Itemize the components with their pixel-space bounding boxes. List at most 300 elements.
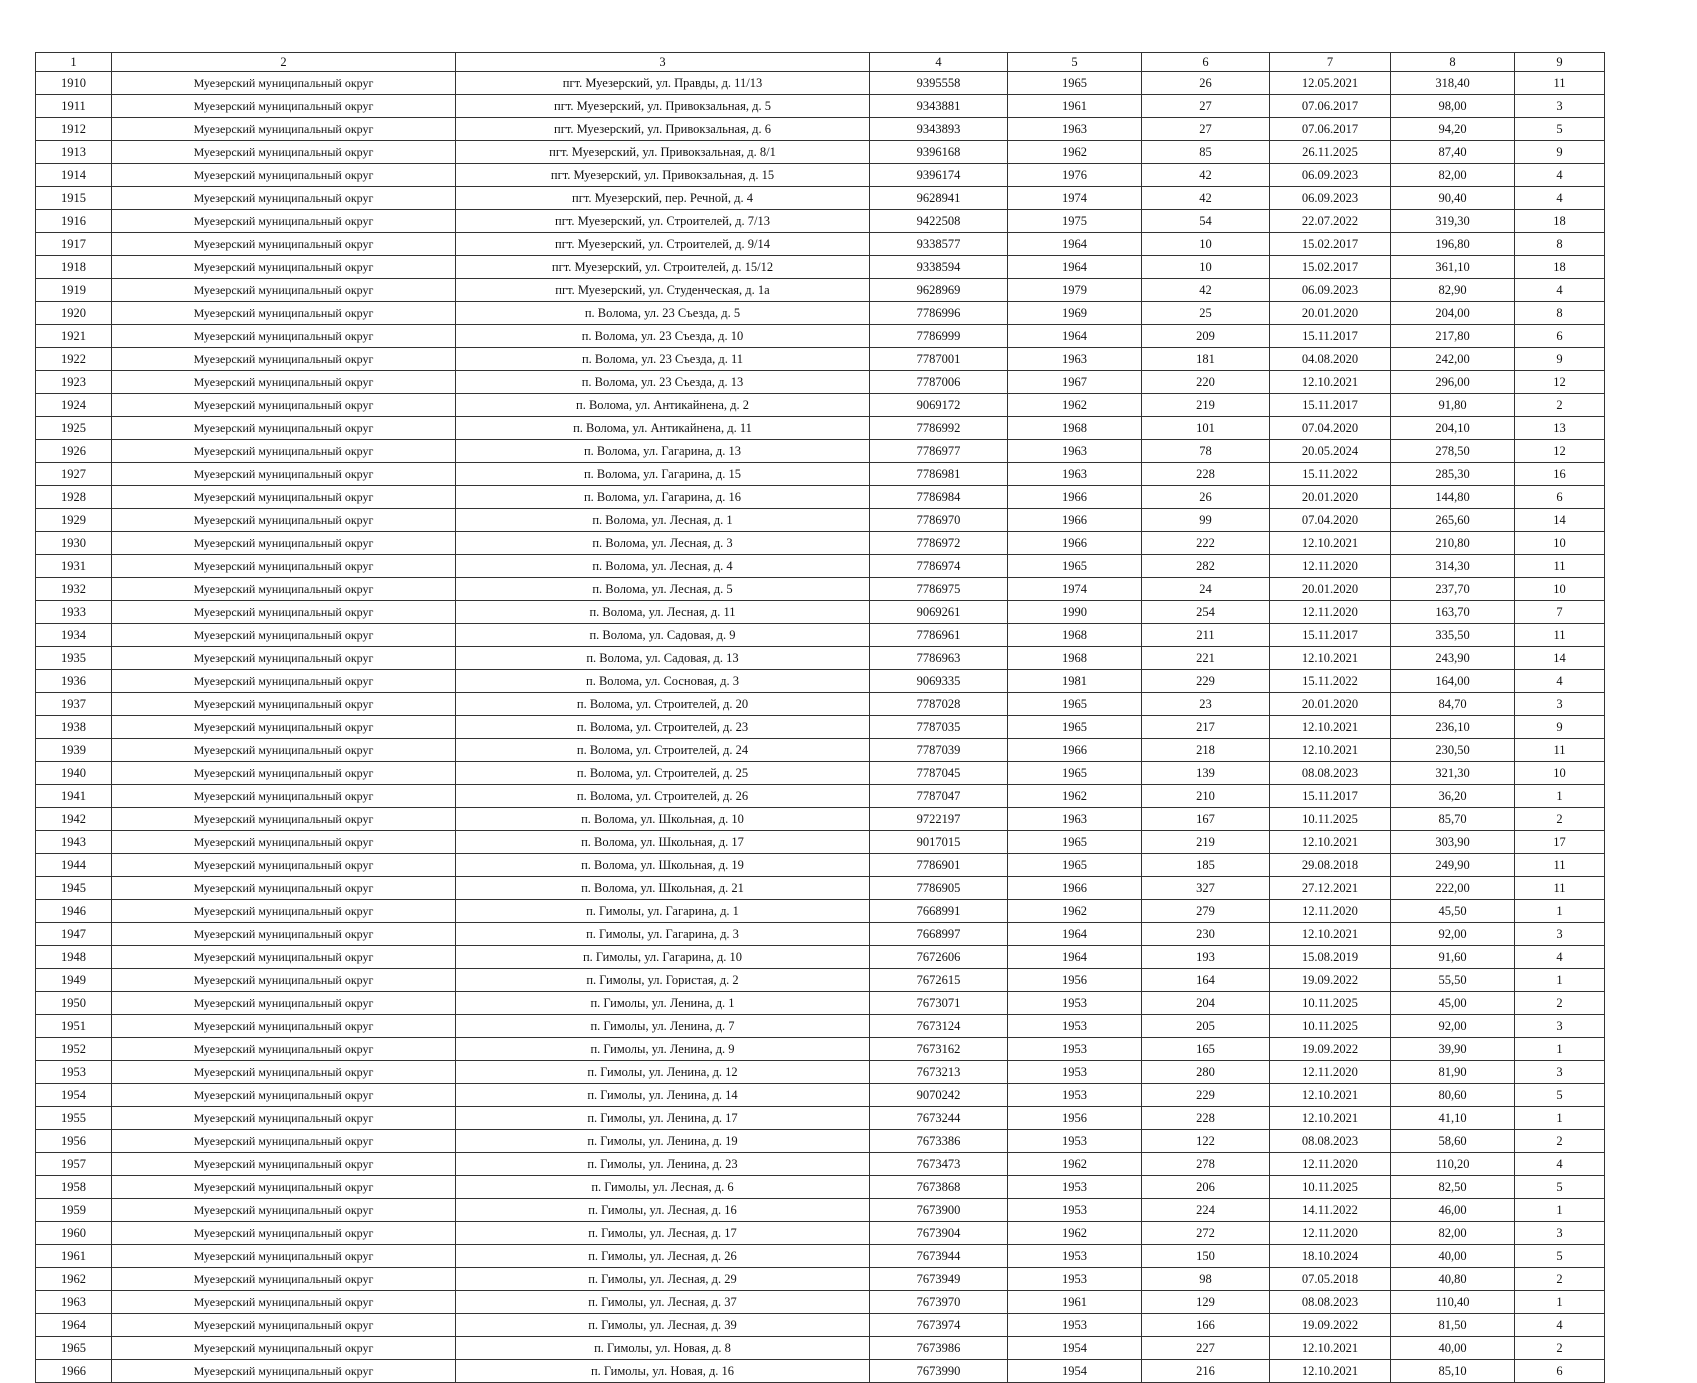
column-header: 3 bbox=[456, 53, 870, 72]
table-row bbox=[36, 279, 1605, 302]
code-cell: 7673904 bbox=[870, 1222, 1008, 1245]
code-cell: 7786974 bbox=[870, 555, 1008, 578]
table-row bbox=[36, 1222, 1605, 1245]
year-cell: 1953 bbox=[1008, 1268, 1142, 1291]
date-cell: 12.11.2020 bbox=[1270, 601, 1391, 624]
date-cell: 12.11.2020 bbox=[1270, 1153, 1391, 1176]
year-cell: 1965 bbox=[1008, 555, 1142, 578]
area-cell: 91,60 bbox=[1391, 946, 1515, 969]
table-row bbox=[36, 210, 1605, 233]
count-cell: 167 bbox=[1142, 808, 1270, 831]
district-cell: Муезерский муниципальный округ bbox=[112, 1153, 456, 1176]
year-cell: 1953 bbox=[1008, 1245, 1142, 1268]
district-cell: Муезерский муниципальный округ bbox=[112, 555, 456, 578]
table-row bbox=[36, 1360, 1605, 1383]
code-cell: 9722197 bbox=[870, 808, 1008, 831]
code-cell: 7786977 bbox=[870, 440, 1008, 463]
row-number-cell: 1941 bbox=[36, 785, 112, 808]
count-cell: 279 bbox=[1142, 900, 1270, 923]
district-cell: Муезерский муниципальный округ bbox=[112, 118, 456, 141]
area-cell: 91,80 bbox=[1391, 394, 1515, 417]
code-cell: 7786963 bbox=[870, 647, 1008, 670]
count-cell: 181 bbox=[1142, 348, 1270, 371]
code-cell: 7786996 bbox=[870, 302, 1008, 325]
address-cell: п. Волома, ул. Строителей, д. 20 bbox=[456, 693, 870, 716]
column-header: 6 bbox=[1142, 53, 1270, 72]
date-cell: 12.10.2021 bbox=[1270, 1360, 1391, 1383]
code-cell: 7673244 bbox=[870, 1107, 1008, 1130]
row-number-cell: 1946 bbox=[36, 900, 112, 923]
district-cell: Муезерский муниципальный округ bbox=[112, 394, 456, 417]
housing-table bbox=[35, 52, 1605, 1383]
units-cell: 2 bbox=[1515, 394, 1605, 417]
units-cell: 2 bbox=[1515, 1268, 1605, 1291]
area-cell: 361,10 bbox=[1391, 256, 1515, 279]
row-number-cell: 1952 bbox=[36, 1038, 112, 1061]
code-cell: 7673124 bbox=[870, 1015, 1008, 1038]
table-body bbox=[36, 72, 1605, 1383]
district-cell: Муезерский муниципальный округ bbox=[112, 739, 456, 762]
row-number-cell: 1922 bbox=[36, 348, 112, 371]
area-cell: 98,00 bbox=[1391, 95, 1515, 118]
district-cell: Муезерский муниципальный округ bbox=[112, 1291, 456, 1314]
count-cell: 166 bbox=[1142, 1314, 1270, 1337]
date-cell: 10.11.2025 bbox=[1270, 1015, 1391, 1038]
units-cell: 4 bbox=[1515, 1153, 1605, 1176]
units-cell: 17 bbox=[1515, 831, 1605, 854]
date-cell: 12.10.2021 bbox=[1270, 739, 1391, 762]
table-row bbox=[36, 969, 1605, 992]
date-cell: 15.11.2017 bbox=[1270, 785, 1391, 808]
code-cell: 7787006 bbox=[870, 371, 1008, 394]
count-cell: 164 bbox=[1142, 969, 1270, 992]
count-cell: 272 bbox=[1142, 1222, 1270, 1245]
row-number-cell: 1912 bbox=[36, 118, 112, 141]
area-cell: 243,90 bbox=[1391, 647, 1515, 670]
area-cell: 36,20 bbox=[1391, 785, 1515, 808]
address-cell: п. Гимолы, ул. Новая, д. 8 bbox=[456, 1337, 870, 1360]
area-cell: 303,90 bbox=[1391, 831, 1515, 854]
district-cell: Муезерский муниципальный округ bbox=[112, 141, 456, 164]
date-cell: 20.01.2020 bbox=[1270, 578, 1391, 601]
count-cell: 165 bbox=[1142, 1038, 1270, 1061]
year-cell: 1953 bbox=[1008, 1061, 1142, 1084]
row-number-cell: 1957 bbox=[36, 1153, 112, 1176]
count-cell: 85 bbox=[1142, 141, 1270, 164]
code-cell: 7786901 bbox=[870, 854, 1008, 877]
count-cell: 24 bbox=[1142, 578, 1270, 601]
date-cell: 07.04.2020 bbox=[1270, 417, 1391, 440]
year-cell: 1965 bbox=[1008, 716, 1142, 739]
address-cell: пгт. Муезерский, ул. Правды, д. 11/13 bbox=[456, 72, 870, 95]
count-cell: 224 bbox=[1142, 1199, 1270, 1222]
units-cell: 1 bbox=[1515, 1291, 1605, 1314]
table-row bbox=[36, 716, 1605, 739]
code-cell: 9069261 bbox=[870, 601, 1008, 624]
address-cell: п. Волома, ул. Лесная, д. 11 bbox=[456, 601, 870, 624]
address-cell: п. Гимолы, ул. Лесная, д. 17 bbox=[456, 1222, 870, 1245]
units-cell: 4 bbox=[1515, 946, 1605, 969]
district-cell: Муезерский муниципальный округ bbox=[112, 578, 456, 601]
address-cell: п. Волома, ул. Строителей, д. 26 bbox=[456, 785, 870, 808]
count-cell: 101 bbox=[1142, 417, 1270, 440]
code-cell: 9017015 bbox=[870, 831, 1008, 854]
table-row bbox=[36, 256, 1605, 279]
count-cell: 218 bbox=[1142, 739, 1270, 762]
address-cell: п. Волома, ул. Лесная, д. 5 bbox=[456, 578, 870, 601]
row-number-cell: 1942 bbox=[36, 808, 112, 831]
date-cell: 12.11.2020 bbox=[1270, 1061, 1391, 1084]
year-cell: 1964 bbox=[1008, 923, 1142, 946]
area-cell: 84,70 bbox=[1391, 693, 1515, 716]
table-row bbox=[36, 509, 1605, 532]
code-cell: 9422508 bbox=[870, 210, 1008, 233]
row-number-cell: 1938 bbox=[36, 716, 112, 739]
row-number-cell: 1925 bbox=[36, 417, 112, 440]
code-cell: 7668997 bbox=[870, 923, 1008, 946]
date-cell: 07.06.2017 bbox=[1270, 118, 1391, 141]
year-cell: 1953 bbox=[1008, 992, 1142, 1015]
units-cell: 5 bbox=[1515, 1245, 1605, 1268]
district-cell: Муезерский муниципальный округ bbox=[112, 1061, 456, 1084]
year-cell: 1953 bbox=[1008, 1199, 1142, 1222]
table-row bbox=[36, 1084, 1605, 1107]
district-cell: Муезерский муниципальный округ bbox=[112, 1176, 456, 1199]
row-number-cell: 1951 bbox=[36, 1015, 112, 1038]
year-cell: 1964 bbox=[1008, 256, 1142, 279]
address-cell: пгт. Муезерский, ул. Строителей, д. 15/12 bbox=[456, 256, 870, 279]
year-cell: 1962 bbox=[1008, 1222, 1142, 1245]
address-cell: пгт. Муезерский, ул. Привокзальная, д. 5 bbox=[456, 95, 870, 118]
area-cell: 144,80 bbox=[1391, 486, 1515, 509]
units-cell: 10 bbox=[1515, 532, 1605, 555]
table-row bbox=[36, 785, 1605, 808]
address-cell: п. Гимолы, ул. Ленина, д. 12 bbox=[456, 1061, 870, 1084]
count-cell: 54 bbox=[1142, 210, 1270, 233]
row-number-cell: 1950 bbox=[36, 992, 112, 1015]
address-cell: п. Волома, ул. Садовая, д. 9 bbox=[456, 624, 870, 647]
year-cell: 1990 bbox=[1008, 601, 1142, 624]
units-cell: 4 bbox=[1515, 670, 1605, 693]
count-cell: 219 bbox=[1142, 831, 1270, 854]
address-cell: п. Волома, ул. Строителей, д. 25 bbox=[456, 762, 870, 785]
year-cell: 1976 bbox=[1008, 164, 1142, 187]
units-cell: 9 bbox=[1515, 348, 1605, 371]
row-number-cell: 1910 bbox=[36, 72, 112, 95]
address-cell: п. Волома, ул. 23 Съезда, д. 5 bbox=[456, 302, 870, 325]
district-cell: Муезерский муниципальный округ bbox=[112, 1199, 456, 1222]
area-cell: 296,00 bbox=[1391, 371, 1515, 394]
year-cell: 1963 bbox=[1008, 463, 1142, 486]
date-cell: 19.09.2022 bbox=[1270, 969, 1391, 992]
date-cell: 20.01.2020 bbox=[1270, 486, 1391, 509]
count-cell: 228 bbox=[1142, 463, 1270, 486]
table-row bbox=[36, 118, 1605, 141]
code-cell: 7672615 bbox=[870, 969, 1008, 992]
count-cell: 10 bbox=[1142, 256, 1270, 279]
district-cell: Муезерский муниципальный округ bbox=[112, 72, 456, 95]
column-header: 1 bbox=[36, 53, 112, 72]
area-cell: 314,30 bbox=[1391, 555, 1515, 578]
code-cell: 7787035 bbox=[870, 716, 1008, 739]
units-cell: 3 bbox=[1515, 1061, 1605, 1084]
district-cell: Муезерский муниципальный округ bbox=[112, 1314, 456, 1337]
code-cell: 7673970 bbox=[870, 1291, 1008, 1314]
date-cell: 12.11.2020 bbox=[1270, 900, 1391, 923]
area-cell: 82,90 bbox=[1391, 279, 1515, 302]
table-row bbox=[36, 1245, 1605, 1268]
code-cell: 7673900 bbox=[870, 1199, 1008, 1222]
date-cell: 10.11.2025 bbox=[1270, 992, 1391, 1015]
count-cell: 209 bbox=[1142, 325, 1270, 348]
address-cell: п. Гимолы, ул. Ленина, д. 17 bbox=[456, 1107, 870, 1130]
code-cell: 7668991 bbox=[870, 900, 1008, 923]
count-cell: 216 bbox=[1142, 1360, 1270, 1383]
units-cell: 8 bbox=[1515, 233, 1605, 256]
units-cell: 11 bbox=[1515, 854, 1605, 877]
address-cell: п. Гимолы, ул. Лесная, д. 6 bbox=[456, 1176, 870, 1199]
row-number-cell: 1936 bbox=[36, 670, 112, 693]
table-row bbox=[36, 762, 1605, 785]
column-header: 2 bbox=[112, 53, 456, 72]
row-number-cell: 1920 bbox=[36, 302, 112, 325]
year-cell: 1969 bbox=[1008, 302, 1142, 325]
date-cell: 20.05.2024 bbox=[1270, 440, 1391, 463]
table-row bbox=[36, 141, 1605, 164]
address-cell: пгт. Муезерский, ул. Привокзальная, д. 6 bbox=[456, 118, 870, 141]
address-cell: п. Волома, ул. Школьная, д. 17 bbox=[456, 831, 870, 854]
year-cell: 1979 bbox=[1008, 279, 1142, 302]
year-cell: 1956 bbox=[1008, 1107, 1142, 1130]
year-cell: 1963 bbox=[1008, 118, 1142, 141]
year-cell: 1962 bbox=[1008, 141, 1142, 164]
code-cell: 7673213 bbox=[870, 1061, 1008, 1084]
address-cell: п. Гимолы, ул. Гористая, д. 2 bbox=[456, 969, 870, 992]
code-cell: 7787001 bbox=[870, 348, 1008, 371]
area-cell: 92,00 bbox=[1391, 1015, 1515, 1038]
table-row bbox=[36, 808, 1605, 831]
table-row bbox=[36, 72, 1605, 95]
table-row bbox=[36, 1107, 1605, 1130]
units-cell: 5 bbox=[1515, 118, 1605, 141]
count-cell: 229 bbox=[1142, 670, 1270, 693]
count-cell: 278 bbox=[1142, 1153, 1270, 1176]
area-cell: 82,50 bbox=[1391, 1176, 1515, 1199]
units-cell: 11 bbox=[1515, 739, 1605, 762]
year-cell: 1956 bbox=[1008, 969, 1142, 992]
code-cell: 7673990 bbox=[870, 1360, 1008, 1383]
count-cell: 99 bbox=[1142, 509, 1270, 532]
count-cell: 10 bbox=[1142, 233, 1270, 256]
table-row bbox=[36, 555, 1605, 578]
row-number-cell: 1911 bbox=[36, 95, 112, 118]
district-cell: Муезерский муниципальный округ bbox=[112, 302, 456, 325]
year-cell: 1953 bbox=[1008, 1176, 1142, 1199]
count-cell: 193 bbox=[1142, 946, 1270, 969]
count-cell: 150 bbox=[1142, 1245, 1270, 1268]
units-cell: 10 bbox=[1515, 578, 1605, 601]
address-cell: п. Волома, ул. Антикайнена, д. 11 bbox=[456, 417, 870, 440]
address-cell: п. Волома, ул. Школьная, д. 19 bbox=[456, 854, 870, 877]
date-cell: 08.08.2023 bbox=[1270, 1291, 1391, 1314]
date-cell: 10.11.2025 bbox=[1270, 808, 1391, 831]
code-cell: 7673949 bbox=[870, 1268, 1008, 1291]
year-cell: 1965 bbox=[1008, 693, 1142, 716]
table-row bbox=[36, 187, 1605, 210]
address-cell: п. Гимолы, ул. Новая, д. 16 bbox=[456, 1360, 870, 1383]
district-cell: Муезерский муниципальный округ bbox=[112, 923, 456, 946]
row-number-cell: 1956 bbox=[36, 1130, 112, 1153]
district-cell: Муезерский муниципальный округ bbox=[112, 371, 456, 394]
row-number-cell: 1960 bbox=[36, 1222, 112, 1245]
units-cell: 2 bbox=[1515, 992, 1605, 1015]
year-cell: 1965 bbox=[1008, 72, 1142, 95]
count-cell: 219 bbox=[1142, 394, 1270, 417]
area-cell: 196,80 bbox=[1391, 233, 1515, 256]
address-cell: пгт. Муезерский, ул. Привокзальная, д. 15 bbox=[456, 164, 870, 187]
table-row bbox=[36, 325, 1605, 348]
district-cell: Муезерский муниципальный округ bbox=[112, 1015, 456, 1038]
year-cell: 1964 bbox=[1008, 233, 1142, 256]
year-cell: 1981 bbox=[1008, 670, 1142, 693]
address-cell: п. Гимолы, ул. Лесная, д. 26 bbox=[456, 1245, 870, 1268]
district-cell: Муезерский муниципальный округ bbox=[112, 900, 456, 923]
row-number-cell: 1921 bbox=[36, 325, 112, 348]
count-cell: 27 bbox=[1142, 95, 1270, 118]
units-cell: 13 bbox=[1515, 417, 1605, 440]
code-cell: 7673868 bbox=[870, 1176, 1008, 1199]
row-number-cell: 1931 bbox=[36, 555, 112, 578]
row-number-cell: 1916 bbox=[36, 210, 112, 233]
year-cell: 1968 bbox=[1008, 624, 1142, 647]
area-cell: 335,50 bbox=[1391, 624, 1515, 647]
row-number-cell: 1953 bbox=[36, 1061, 112, 1084]
row-number-cell: 1940 bbox=[36, 762, 112, 785]
date-cell: 20.01.2020 bbox=[1270, 693, 1391, 716]
units-cell: 11 bbox=[1515, 624, 1605, 647]
table-row bbox=[36, 693, 1605, 716]
units-cell: 10 bbox=[1515, 762, 1605, 785]
area-cell: 110,40 bbox=[1391, 1291, 1515, 1314]
district-cell: Муезерский муниципальный округ bbox=[112, 693, 456, 716]
area-cell: 90,40 bbox=[1391, 187, 1515, 210]
date-cell: 15.11.2017 bbox=[1270, 394, 1391, 417]
date-cell: 27.12.2021 bbox=[1270, 877, 1391, 900]
year-cell: 1966 bbox=[1008, 532, 1142, 555]
year-cell: 1967 bbox=[1008, 371, 1142, 394]
table-row bbox=[36, 486, 1605, 509]
district-cell: Муезерский муниципальный округ bbox=[112, 463, 456, 486]
row-number-cell: 1932 bbox=[36, 578, 112, 601]
units-cell: 18 bbox=[1515, 210, 1605, 233]
units-cell: 3 bbox=[1515, 693, 1605, 716]
area-cell: 41,10 bbox=[1391, 1107, 1515, 1130]
row-number-cell: 1949 bbox=[36, 969, 112, 992]
table-row bbox=[36, 1268, 1605, 1291]
area-cell: 94,20 bbox=[1391, 118, 1515, 141]
row-number-cell: 1924 bbox=[36, 394, 112, 417]
date-cell: 06.09.2023 bbox=[1270, 279, 1391, 302]
area-cell: 164,00 bbox=[1391, 670, 1515, 693]
address-cell: п. Волома, ул. 23 Съезда, д. 10 bbox=[456, 325, 870, 348]
area-cell: 85,70 bbox=[1391, 808, 1515, 831]
table-row bbox=[36, 1130, 1605, 1153]
units-cell: 14 bbox=[1515, 647, 1605, 670]
district-cell: Муезерский муниципальный округ bbox=[112, 877, 456, 900]
address-cell: п. Волома, ул. Лесная, д. 4 bbox=[456, 555, 870, 578]
count-cell: 42 bbox=[1142, 279, 1270, 302]
date-cell: 07.04.2020 bbox=[1270, 509, 1391, 532]
district-cell: Муезерский муниципальный округ bbox=[112, 1268, 456, 1291]
year-cell: 1966 bbox=[1008, 486, 1142, 509]
area-cell: 242,00 bbox=[1391, 348, 1515, 371]
code-cell: 7673944 bbox=[870, 1245, 1008, 1268]
code-cell: 7786999 bbox=[870, 325, 1008, 348]
area-cell: 319,30 bbox=[1391, 210, 1515, 233]
address-cell: п. Гимолы, ул. Лесная, д. 16 bbox=[456, 1199, 870, 1222]
table-row bbox=[36, 463, 1605, 486]
row-number-cell: 1914 bbox=[36, 164, 112, 187]
code-cell: 9343881 bbox=[870, 95, 1008, 118]
year-cell: 1975 bbox=[1008, 210, 1142, 233]
table-row bbox=[36, 440, 1605, 463]
count-cell: 254 bbox=[1142, 601, 1270, 624]
units-cell: 1 bbox=[1515, 785, 1605, 808]
area-cell: 80,60 bbox=[1391, 1084, 1515, 1107]
address-cell: п. Волома, ул. Сосновая, д. 3 bbox=[456, 670, 870, 693]
code-cell: 7672606 bbox=[870, 946, 1008, 969]
district-cell: Муезерский муниципальный округ bbox=[112, 417, 456, 440]
year-cell: 1953 bbox=[1008, 1038, 1142, 1061]
units-cell: 18 bbox=[1515, 256, 1605, 279]
count-cell: 205 bbox=[1142, 1015, 1270, 1038]
area-cell: 237,70 bbox=[1391, 578, 1515, 601]
code-cell: 7673974 bbox=[870, 1314, 1008, 1337]
area-cell: 204,10 bbox=[1391, 417, 1515, 440]
date-cell: 15.11.2022 bbox=[1270, 670, 1391, 693]
row-number-cell: 1955 bbox=[36, 1107, 112, 1130]
table-row bbox=[36, 417, 1605, 440]
table-row bbox=[36, 923, 1605, 946]
row-number-cell: 1961 bbox=[36, 1245, 112, 1268]
column-header: 4 bbox=[870, 53, 1008, 72]
count-cell: 42 bbox=[1142, 187, 1270, 210]
table-row bbox=[36, 394, 1605, 417]
year-cell: 1962 bbox=[1008, 394, 1142, 417]
area-cell: 81,90 bbox=[1391, 1061, 1515, 1084]
row-number-cell: 1962 bbox=[36, 1268, 112, 1291]
address-cell: п. Гимолы, ул. Ленина, д. 14 bbox=[456, 1084, 870, 1107]
district-cell: Муезерский муниципальный округ bbox=[112, 601, 456, 624]
code-cell: 7786984 bbox=[870, 486, 1008, 509]
address-cell: п. Волома, ул. Гагарина, д. 15 bbox=[456, 463, 870, 486]
row-number-cell: 1944 bbox=[36, 854, 112, 877]
year-cell: 1953 bbox=[1008, 1084, 1142, 1107]
area-cell: 55,50 bbox=[1391, 969, 1515, 992]
district-cell: Муезерский муниципальный округ bbox=[112, 1245, 456, 1268]
table-row bbox=[36, 739, 1605, 762]
count-cell: 139 bbox=[1142, 762, 1270, 785]
table-row bbox=[36, 992, 1605, 1015]
area-cell: 87,40 bbox=[1391, 141, 1515, 164]
units-cell: 5 bbox=[1515, 1084, 1605, 1107]
area-cell: 318,40 bbox=[1391, 72, 1515, 95]
code-cell: 7787028 bbox=[870, 693, 1008, 716]
district-cell: Муезерский муниципальный округ bbox=[112, 946, 456, 969]
area-cell: 110,20 bbox=[1391, 1153, 1515, 1176]
code-cell: 7786961 bbox=[870, 624, 1008, 647]
units-cell: 9 bbox=[1515, 716, 1605, 739]
